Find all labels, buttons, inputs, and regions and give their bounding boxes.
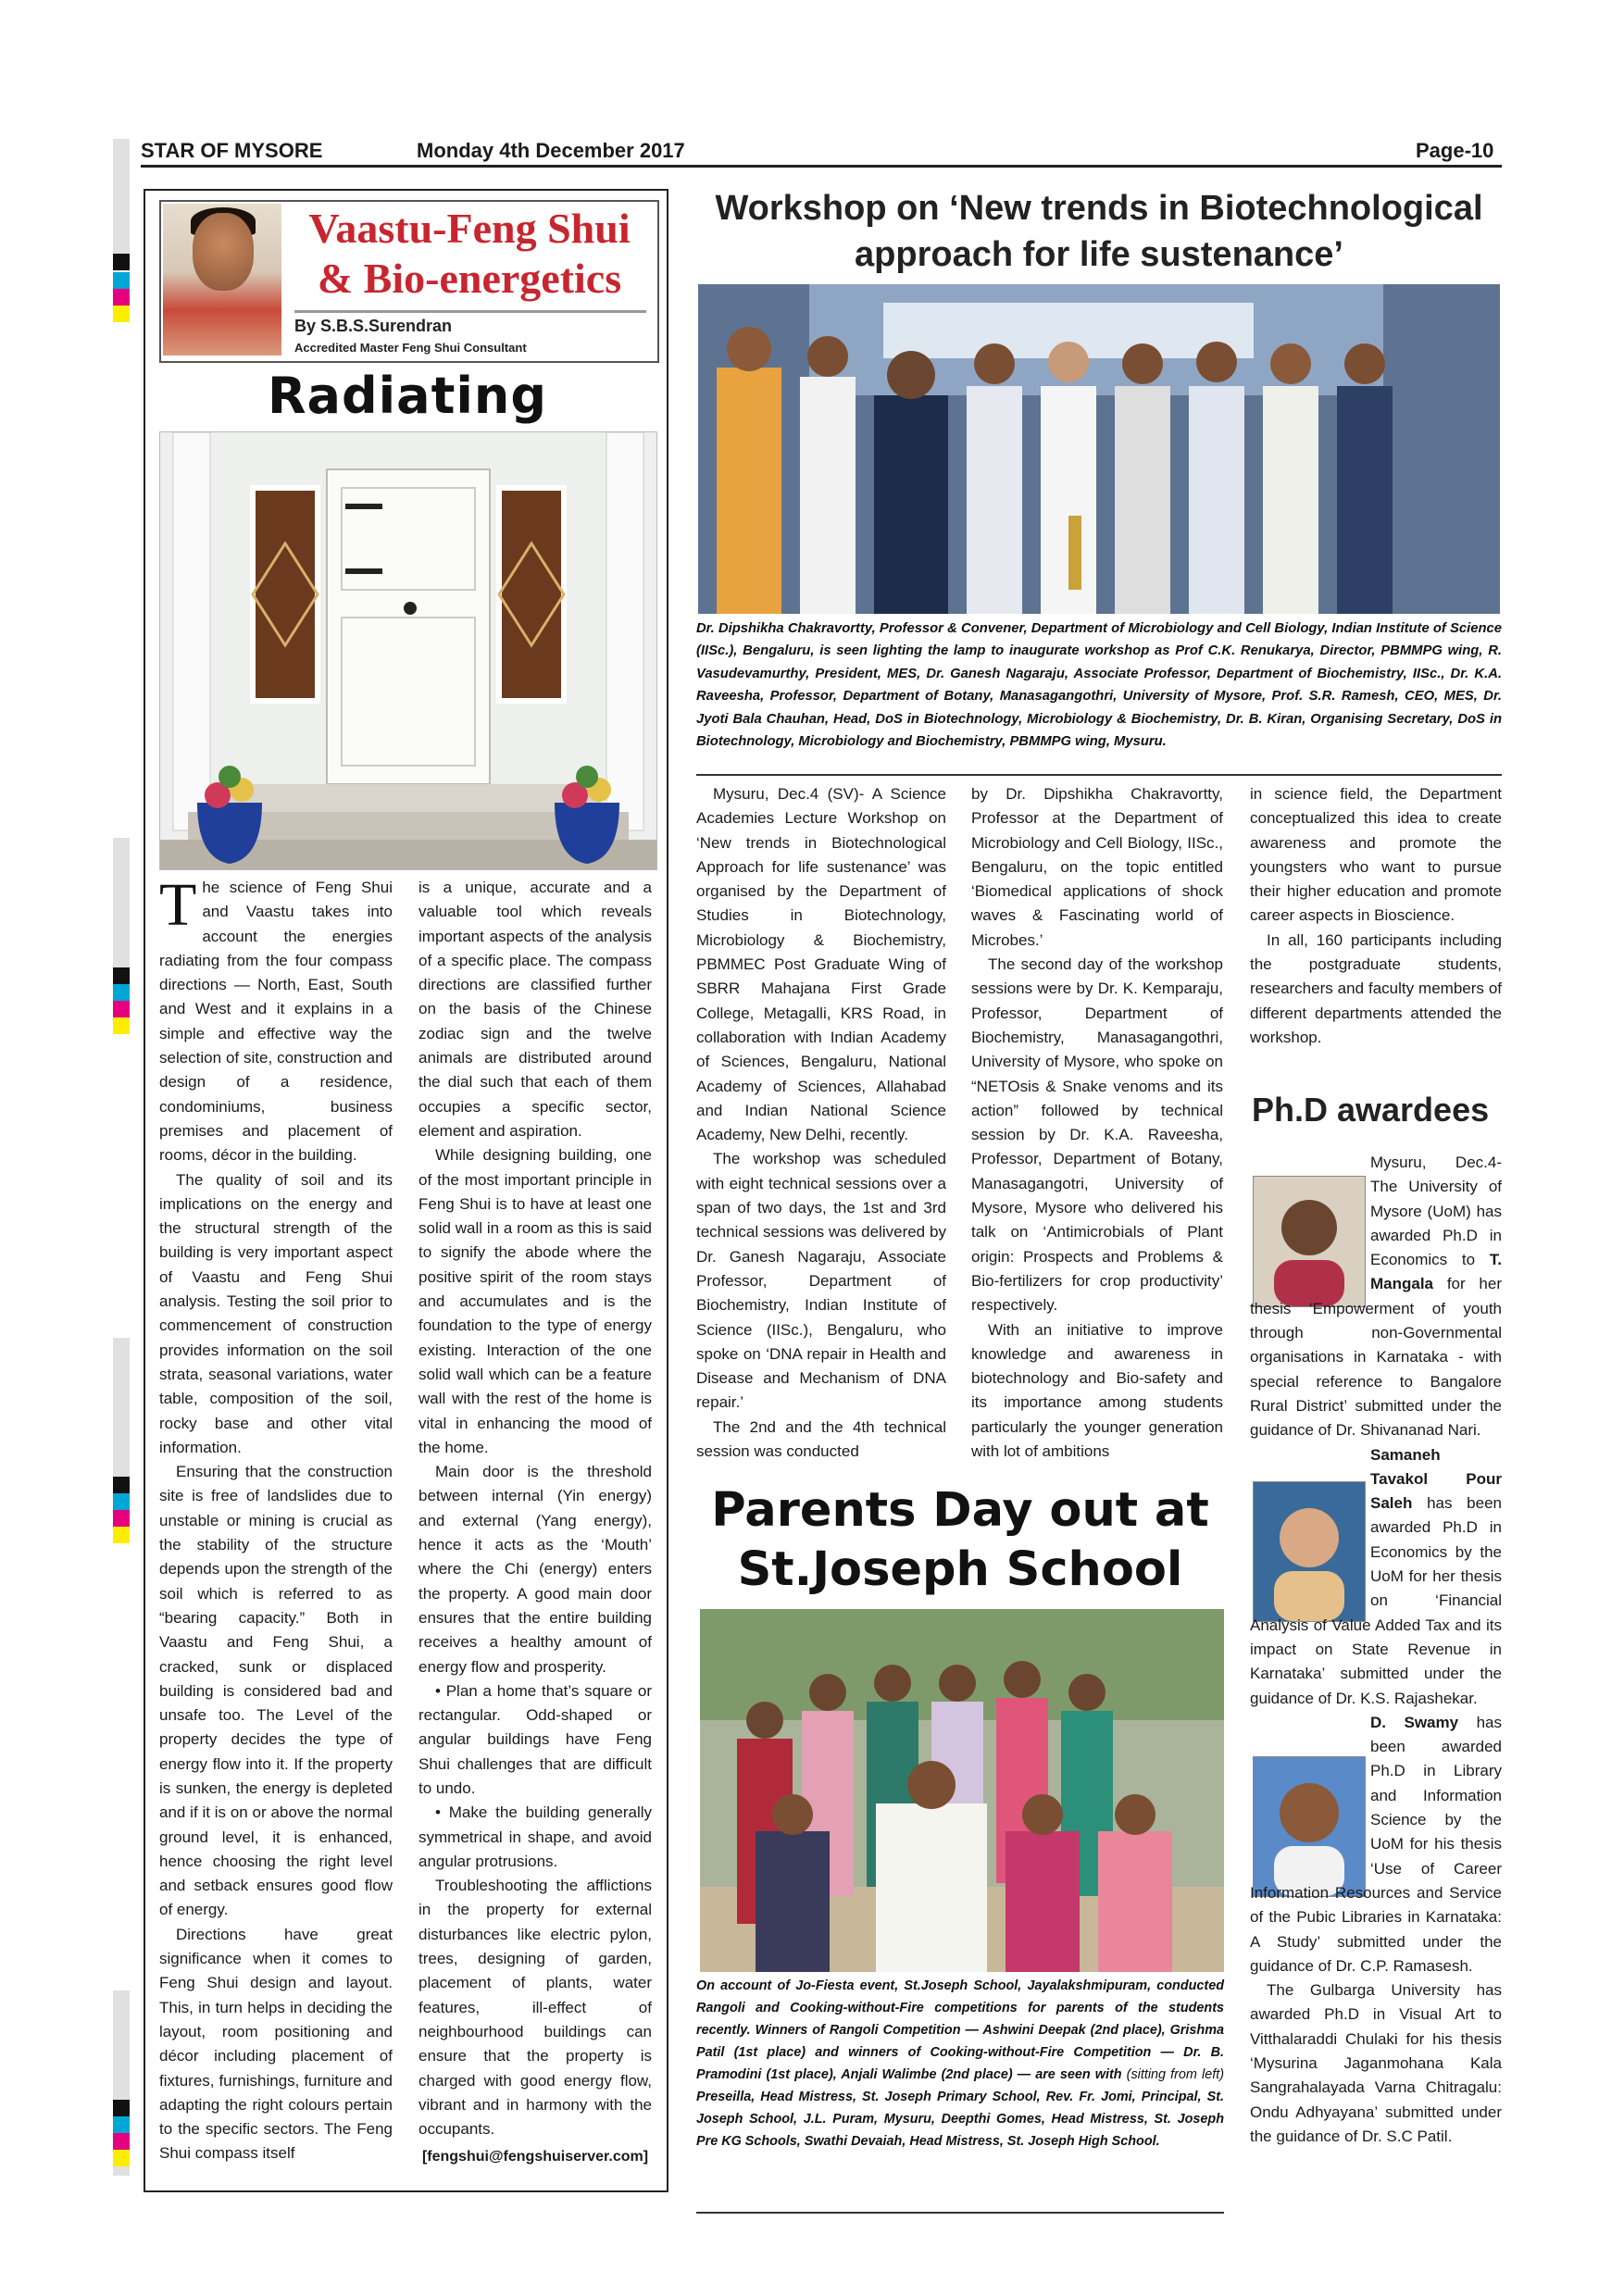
vaastu-col2-p5: • Make the building generally symmetrical in shape, and avoid angular protrusions.: [418, 1803, 652, 1870]
vaastu-col1-p3: Ensuring that the construction site is free of landslides due to unstable or mining is crucial as the stability of the structure depends upon the strength of the soil which is referred to as “bearing capacity.” Both in Vaastu and Feng Shui, a cracked, sunk or displaced building is considered bad and unsafe too. The Level of the property decides the type of energy flow into it. If the property is sunken, the energy is depleted and if it is on or above the normal ground level, it is enhanced, hence choosing the right level and setback ensures good flow of energy.: [159, 1463, 393, 1919]
phd-entry1: [1250, 1151, 1502, 1443]
reg-yellow: [113, 306, 130, 322]
reg-black: [113, 967, 130, 984]
workshop-text-col1: [696, 782, 946, 1464]
phd-headline: Ph.D awardees: [1252, 1091, 1490, 1129]
workshop-col2-p2: The second day of the workshop sessions were by Dr. K. Kemparaju, Professor, Department of Biochemistry, Manasagangothri, University of Mysore, who spoke on “NETOsis & Snake venoms and its action” followed by technical session by Dr. K.A. Raveesha, Professor, Department of Botany, Manasagangotri, University of Mysore, Mysore who delivered his talk on ‘Antimicrobials of Plant origin: Prospects and Problems & Bio-fertilizers for crop productivity’ respectively.: [971, 955, 1223, 1315]
float-spacer: [1250, 1735, 1370, 1874]
vaastu-col2-p6: Troubleshooting the afflictions in the property for external disturbances like electric pylon, trees, designing of garden, placement of plants, water features, ill-effect of neighbourhood buildings can ensure that the property is charged with good energy flow, vibrant and in harmony with the occupants.: [418, 1877, 652, 2139]
workshop-col1-p2: The workshop was scheduled with eight technical sessions over a span of two days, the 1st and 3rd technical sessions was delivered by Dr. Ganesh Nagaraju, Associate Professor, Department of Biochemistry, Indian Institute of Science (IISc.), Bengaluru, who spoke on ‘DNA repair in Health and Disease and Mechanism of DNA repair.’: [696, 1150, 946, 1412]
bottom-rule: [696, 2212, 1224, 2214]
vaastu-col2-p1: is a unique, accurate and a valuable tool which reveals important aspects of the analysis of a specific place. The compass directions are classified further on the basis of the Chinese zodiac sign and the twelve animals are distributed around the dial such that each of them occupies a specific sector, element and aspiration.: [418, 879, 652, 1140]
author-email[interactable]: [fengshui@fengshuiserver.com]: [421, 2149, 649, 2165]
vaastu-column-title: [289, 204, 650, 304]
masthead-rule: [294, 310, 646, 313]
reg-magenta: [113, 1510, 130, 1527]
credential: Accredited Master Feng Shui Consultant: [294, 341, 527, 355]
parents-day-headline: [696, 1481, 1224, 1600]
reg-yellow: [113, 1017, 130, 1034]
phd-entry2-name: Samaneh Tavakol Pour Saleh: [1370, 1445, 1502, 1513]
columnist-photo-face: [193, 213, 254, 291]
vaastu-col1-p1: he science of Feng Shui and Vaastu takes into account the energies radiating from the four compass directions — North, East, South and West and it explains in a simple and effective way the selection of site, construction and design of a residence, condominiums, business premises and placement of rooms, décor in the building.: [159, 879, 393, 1165]
parents-day-photo: [700, 1609, 1224, 1972]
door-photo: [159, 431, 657, 870]
phd-text: [1250, 1151, 1502, 2149]
phd-entry3-b: has been awarded Ph.D in Library and Information Science by the UoM for his thesis ‘Use of Career Information Resources and Service of the Pubic Libraries in Karnataka: A Study’ submitted under the guidance of Dr. C.P. Ramasesh.: [1250, 1713, 1502, 1975]
parents-day-headline-line2: St.Joseph School: [737, 1542, 1183, 1597]
phd-entry3-name: D. Swamy: [1370, 1713, 1459, 1731]
vaastu-col2-p3: Main door is the threshold between internal (Yin energy) and external (Yang energy), hence it acts as the ‘Mouth’ where the Chi (energy) enters the property. A good main door ensures that the entire building receives a healthy amount of energy flow and prosperity.: [418, 1463, 652, 1676]
phd-entry2-b: has been awarded Ph.D in Economics by the UoM for her thesis on ‘Financial Analysis of Value Added Tax and its impact on State Revenue in Karnataka’ submitted under the guidance of Dr. K.S. Rajashekar.: [1250, 1494, 1502, 1707]
workshop-text-col2: [971, 782, 1223, 1464]
issue-date: Monday 4th December 2017: [417, 139, 685, 162]
phd-entry1-name: T. Mangala: [1370, 1251, 1502, 1293]
phd-entry2: [1250, 1443, 1502, 1711]
reg-magenta: [113, 289, 130, 306]
reg-cyan: [113, 1493, 130, 1510]
workshop-headline-line2: approach for life sustenance’: [855, 235, 1343, 274]
float-spacer: [1250, 1467, 1370, 1606]
reg-magenta: [113, 1001, 130, 1017]
workshop-col1-p3: The 2nd and the 4th technical session was conducted: [696, 1417, 946, 1461]
parents-day-headline-line1: Parents Day out at: [711, 1483, 1209, 1538]
vaastu-col1-p2: The quality of soil and its implications on the energy and the structural strength of the building is very important aspect of Vaastu and Feng Shui analysis. Testing the soil prior to commencement of construction provides information on the soil strata, seasonal variations, water table, composition of the soil, rocky base and other vital information.: [159, 1170, 393, 1456]
workshop-col1-p1: Mysuru, Dec.4 (SV)- A Science Academies Lecture Workshop on ‘New trends in Biotechnological Approach for life sustenance’ was organised by the Department of Studies in Biotechnology, Microbiology & Biochemistry, PBMMEC Post Graduate Wing of SBRR Mahajana First Grade College, Metagalli, KRS Road, in collaboration with Indian Academy of Sciences, Bengaluru, National Academy of Sciences, Allahabad and Indian National Science Academy, New Delhi, recently.: [696, 785, 946, 1144]
vaastu-col2-p4: • Plan a home that’s square or rectangular. Odd-shaped or angular buildings have Feng Shui challenges that are difficult to undo.: [418, 1681, 652, 1797]
reg-magenta: [113, 2133, 130, 2150]
byline: By S.B.S.Surendran: [294, 317, 453, 335]
reg-cyan: [113, 272, 130, 289]
workshop-col2-p3: With an initiative to improve knowledge and awareness in biotechnology and Bio-safety and its importance among students particularly the younger generation with lot of ambitions: [971, 1320, 1223, 1461]
workshop-photo-caption: Dr. Dipshikha Chakravortty, Professor & Convener, Department of Microbiology and Cell Biology, Indian Institute of Science (IISc.), Bengaluru, is seen lighting the lamp to inaugurate workshop as Prof C.K. Renukarya, Director, PBMMPG wing, R. Vasudevamurthy, President, MES, Dr. Ganesh Nagaraju, Associate Professor, Department of Biochemistry, IISc., Dr. K.A. Raveesha, Professor, Department of Botany, Manasagangothri, University of Mysore, Prof. S.R. Ramesh, CEO, MES, Dr. Jyoti Bala Chauhan, Head, DoS in Biotechnology, Microbiology & Biochemistry, Dr. B. Kiran, Organising Secretary, DoS in Biotechnology, Microbiology and Biochemistry, PBMMPG wing, Mysuru.: [696, 621, 1502, 750]
phd-entry4: The Gulbarga University has awarded Ph.D in Visual Art to Vitthalaraddi Chulaki for his thesis ‘Mysurina Jaganmohana Kala Sangrahalayada Varna Chitragalu: Ondu Adhyayana’ submitted under the guidance of Dr. S.C Patil.: [1250, 1981, 1502, 2145]
vaastu-text-col2: [418, 876, 652, 2170]
margin-strip-top: [113, 139, 130, 268]
phd-entry3: [1250, 1711, 1502, 1978]
workshop-col3-p2: In all, 160 participants including the postgraduate students, researchers and faculty members of different departments attended the workshop.: [1250, 930, 1502, 1046]
vaastu-col2-p2: While designing building, one of the most important principle in Feng Shui is to have at least one solid wall in a room as this is said to signify the abode where the positive spirit of the room stays and accumulates and is the foundation to the type of energy existing. Interaction of the one solid wall which can be a feature wall with the rest of the home is vital in enhancing the mood of the home.: [418, 1146, 652, 1456]
phd-entry1-a: Mysuru, Dec.4- The University of Mysore (UoM) has awarded Ph.D in Economics to: [1370, 1154, 1502, 1269]
reg-cyan: [113, 984, 130, 1001]
float-spacer: [1250, 1151, 1370, 1282]
parents-day-caption-part1: On account of Jo-Fiesta event, St.Joseph School, Jayalakshmipuram, conducted Rangoli and Cooking-without-Fire competitions for parents of the students recently. Winners of Rangoli Competition — Ashwini Deepak (2nd place), Grishma Patil (1st place) and winners of Cooking-without-Fire Competition — Dr. B. Pramodini (1st place), Anjali Walimbe (2nd place) — are seen with: [696, 1978, 1224, 2082]
vaastu-headline: Radiating: [267, 367, 548, 425]
reg-yellow: [113, 2150, 130, 2166]
vaastu-text-col1: [159, 871, 393, 2166]
reg-black: [113, 1477, 130, 1493]
reg-black: [113, 2100, 130, 2116]
vaastu-col1-p4: Directions have great significance when it comes to Feng Shui design and layout. This, in turn helps in deciding the layout, room positioning and décor including placement of fixtures, furnishings, furniture and adapting the right colours pertain to the specific sectors. The Feng Shui compass itself: [159, 1925, 393, 2163]
vaastu-title-line1: Vaastu-Feng Shui: [308, 205, 631, 252]
phd-entry1-b: for her thesis ‘Empowerment of youth through non-Governmental organisations in Karnataka - with special reference to Bangalore Rural District’ submitted under the guidance of Dr. Shivananad Nari.: [1250, 1275, 1502, 1440]
workshop-text-col3: [1250, 782, 1502, 1050]
dropcap: T: [159, 871, 197, 939]
caption-rule: [696, 774, 1502, 776]
header-rule: [141, 165, 1502, 168]
workshop-headline-line1: Workshop on ‘New trends in Biotechnological: [715, 189, 1483, 228]
workshop-col3-p1: in science field, the Department conceptualized this idea to create awareness and promote the youngsters who want to pursue their higher education and promote career aspects in Bioscience.: [1250, 785, 1502, 925]
workshop-photo: [698, 284, 1500, 614]
workshop-col2-p1: by Dr. Dipshikha Chakravortty, Professor at the Department of Microbiology and Cell Biology, IISc., Bengaluru, on the topic entitled ‘Biomedical applications of shock waves & Fascinating world of Microbes.’: [971, 785, 1223, 949]
parents-day-caption-part2: Preseilla, Head Mistress, St. Joseph Primary School, Rev. Fr. Jomi, Principal, St. Joseph School, J.L. Puram, Mysuru, Deepthi Gomes, Head Mistress, St. Joseph Pre KG Schools, Swathi Devaiah, Head Mistress, St. Joseph High School.: [696, 2090, 1224, 2149]
parents-day-caption: [696, 1975, 1224, 2152]
workshop-headline: [696, 185, 1502, 278]
reg-yellow: [113, 1527, 130, 1543]
margin-strip-mid2: [113, 1338, 130, 1477]
vaastu-title-line2: & Bio-energetics: [317, 255, 622, 302]
page-number: Page-10: [1416, 139, 1494, 162]
reg-black: [113, 254, 130, 270]
parents-day-caption-paren: (sitting from left): [1126, 2067, 1224, 2082]
reg-cyan: [113, 2116, 130, 2133]
margin-strip-mid: [113, 838, 130, 967]
publication-name: STAR OF MYSORE: [141, 139, 323, 162]
